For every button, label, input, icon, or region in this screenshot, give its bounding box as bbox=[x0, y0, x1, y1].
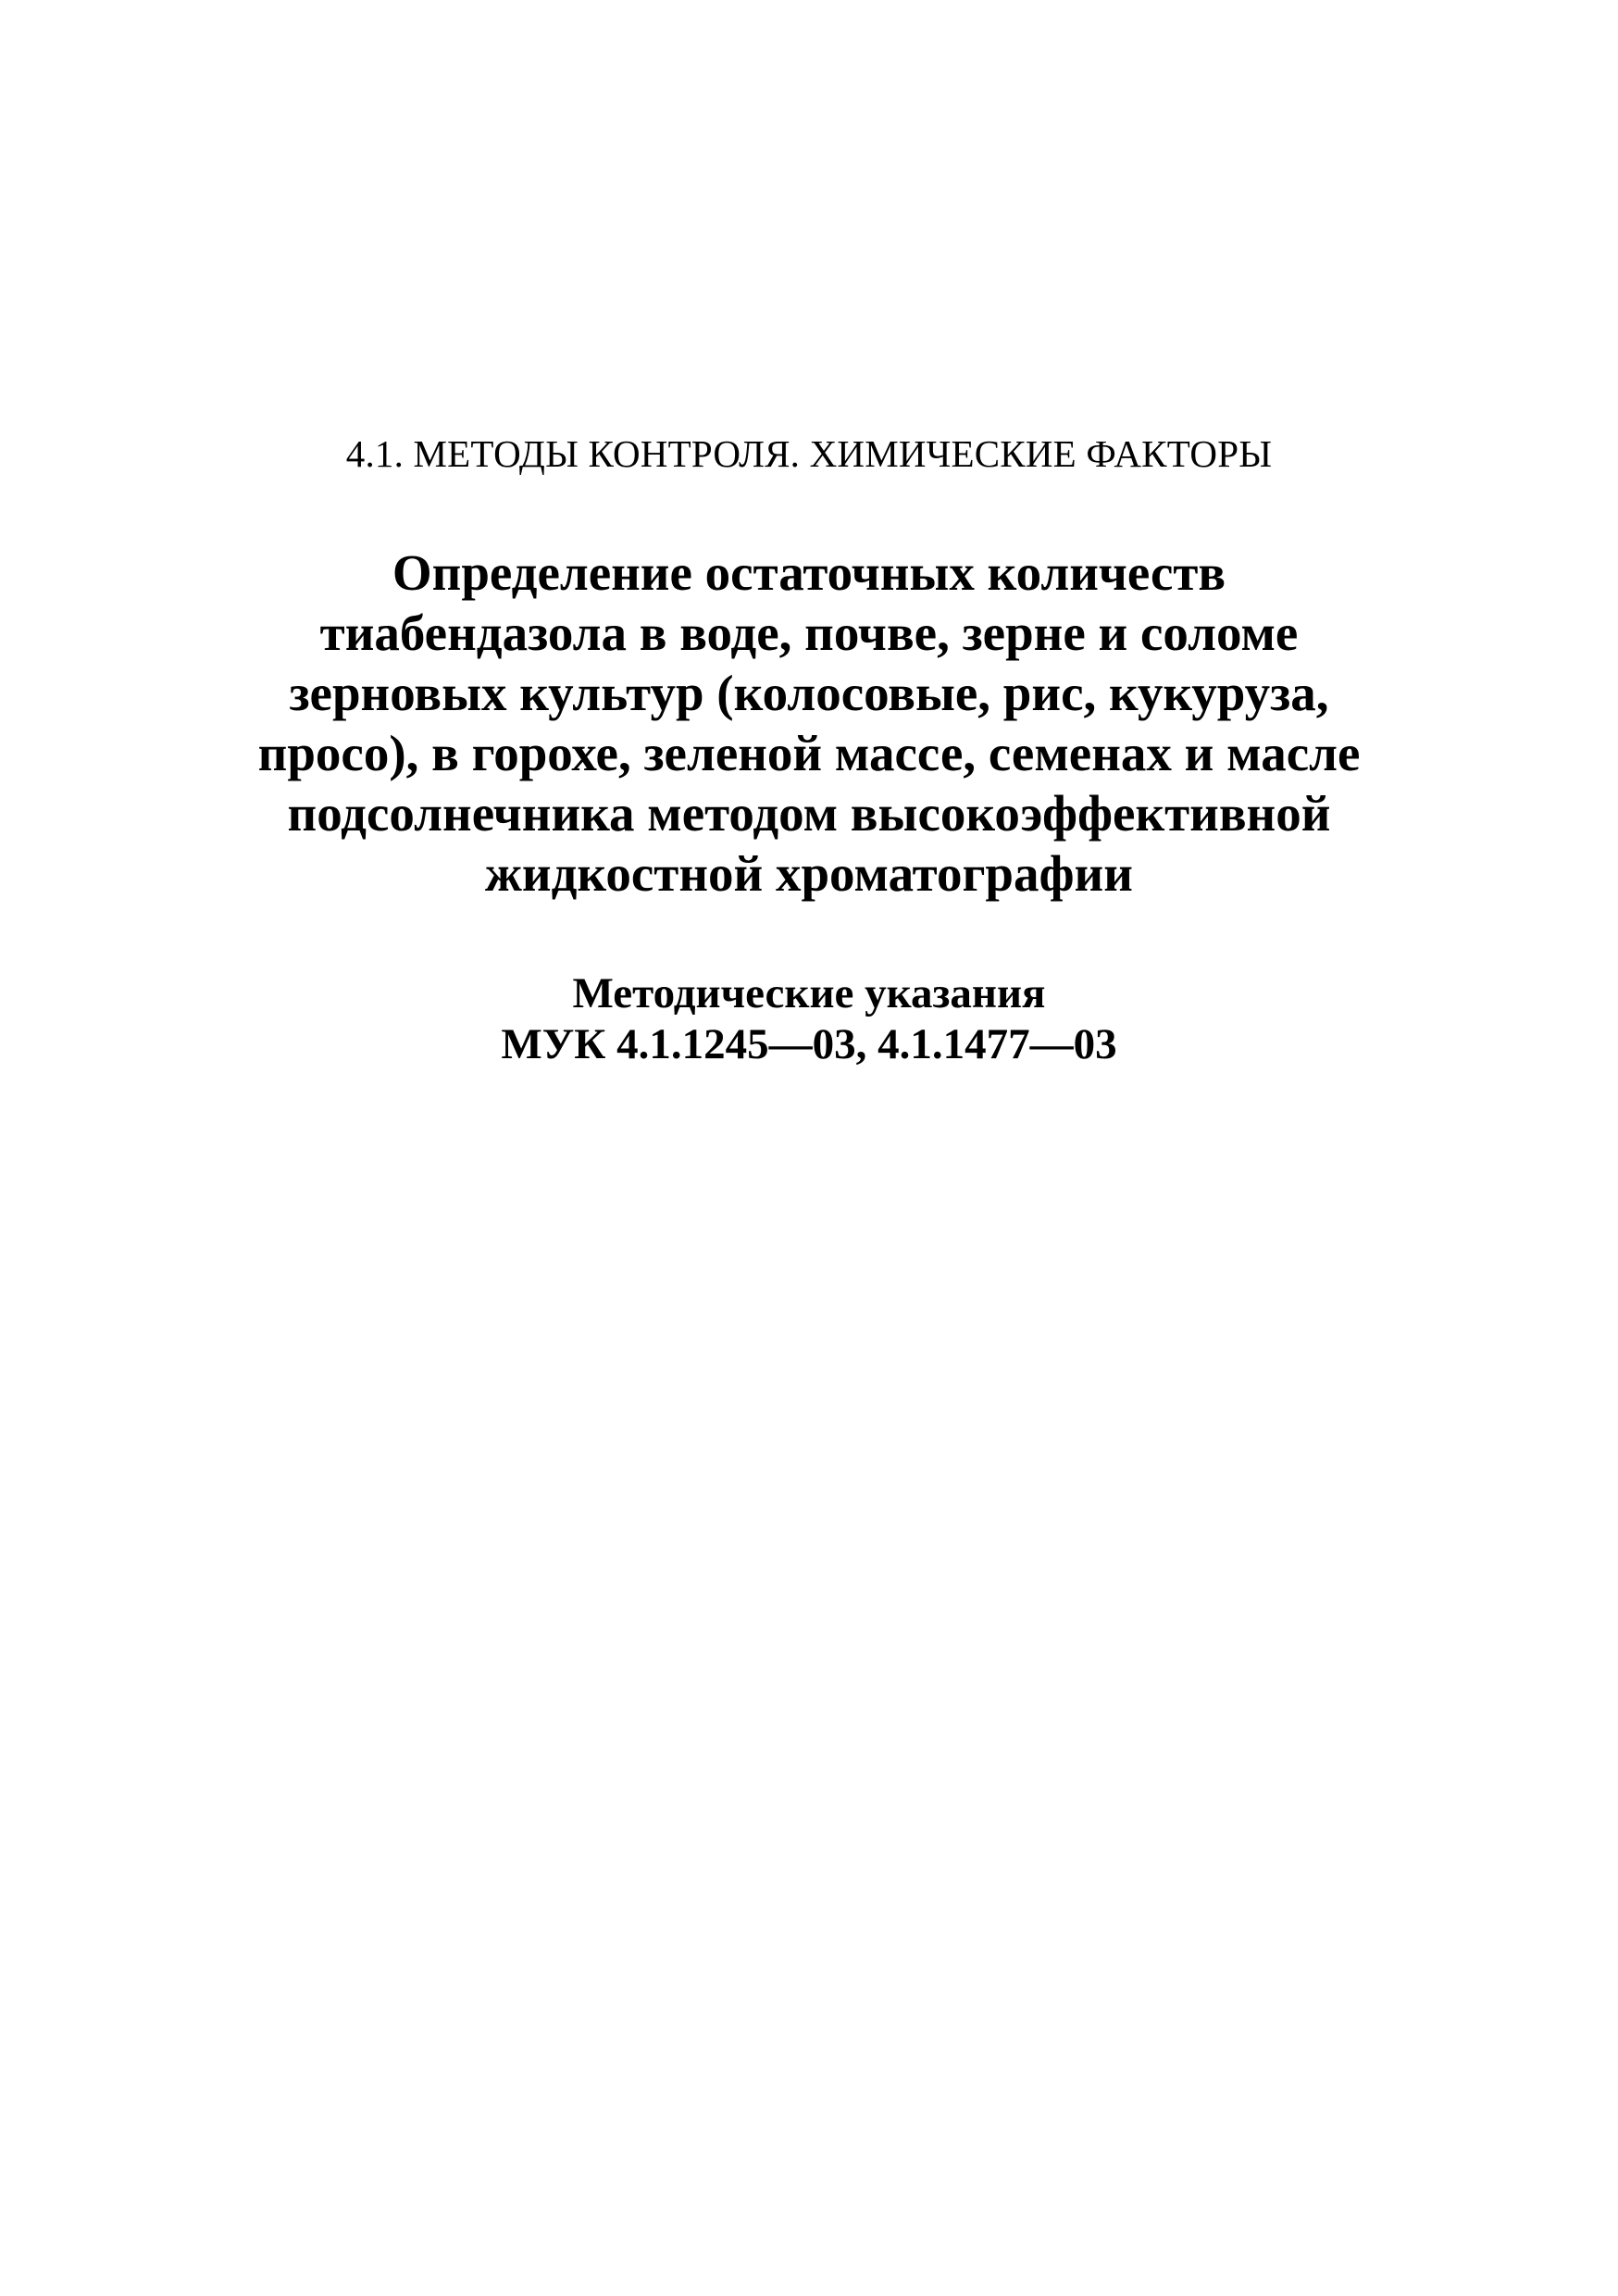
document-title bbox=[0, 543, 1618, 904]
title-line: Определение остаточных количеств bbox=[392, 544, 1226, 601]
section-header: 4.1. МЕТОДЫ КОНТРОЛЯ. ХИМИЧЕСКИЕ ФАКТОРЫ bbox=[345, 432, 1273, 475]
document-type: Методические указания bbox=[572, 969, 1046, 1017]
title-line: тиабендазола в воде, почве, зерне и соломе bbox=[319, 605, 1299, 661]
title-line: зерновых культур (колосовые, рис, кукуруза, bbox=[289, 665, 1329, 721]
title-line: жидкостной хроматографии bbox=[485, 845, 1133, 902]
document-subtitle bbox=[0, 968, 1618, 1070]
title-line: подсолнечника методом высокоэффективной bbox=[287, 785, 1331, 842]
title-line: просо), в горохе, зеленой массе, семенах и масле bbox=[257, 725, 1361, 781]
document-number: МУК 4.1.1245—03, 4.1.1477—03 bbox=[501, 1020, 1117, 1068]
